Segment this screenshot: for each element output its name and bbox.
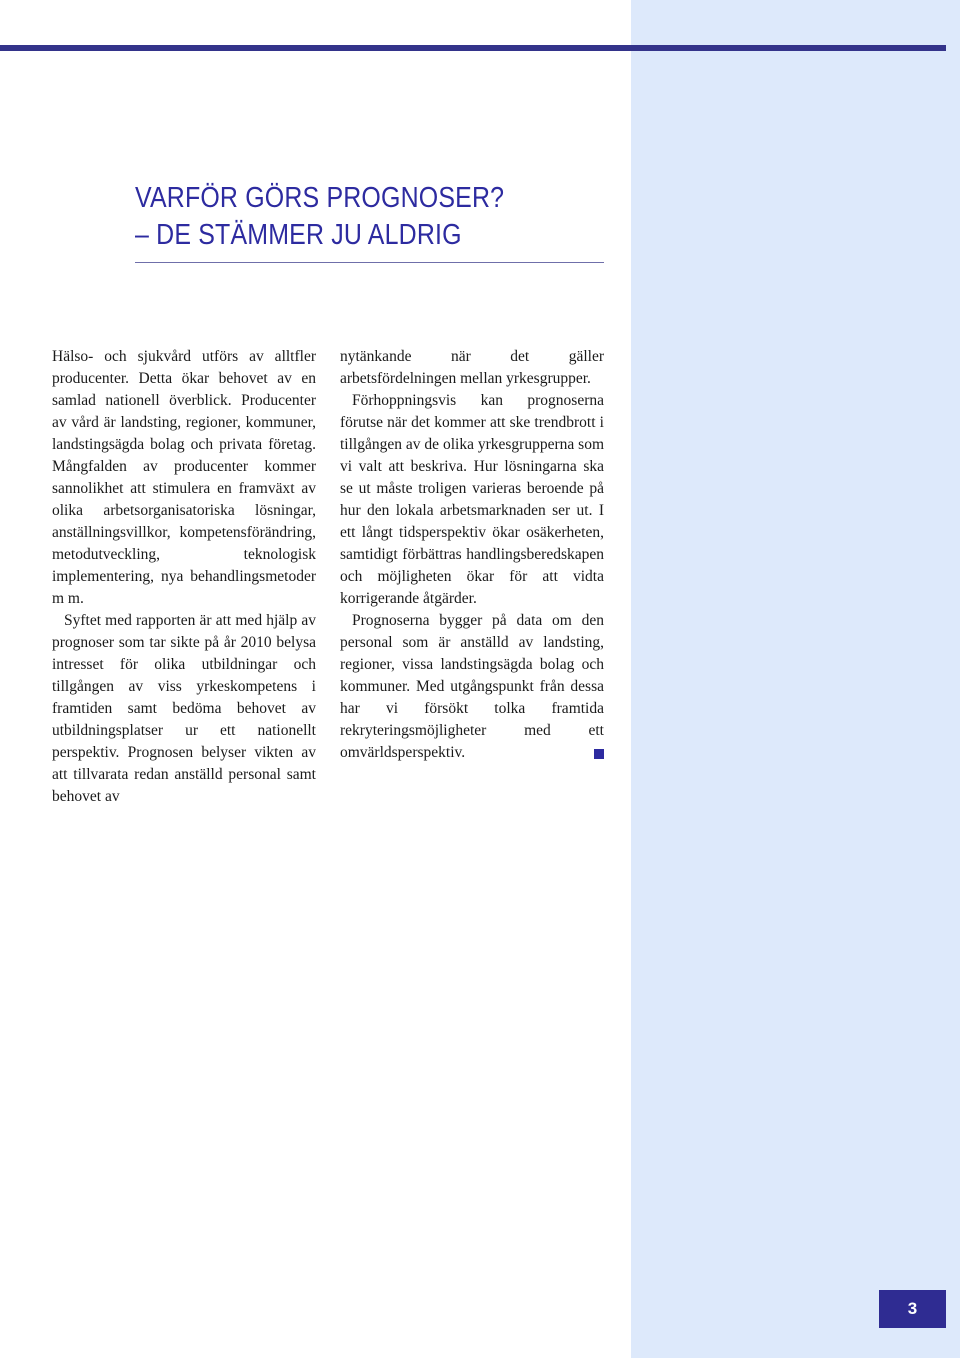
paragraph: Syftet med rapporten är att med hjälp av prognoser som tar sikte på år 2010 belysa intresset för olika utbildningar och tillgången av viss yrkeskompetens i framtiden samt bedöma behovet av utbildningsplatser ur ett nationellt perspektiv. Prognosen belyser vikten av att tillvarata redan anställd personal samt behovet av (52, 612, 316, 805)
text-column-right (340, 346, 604, 764)
title-line-1: VARFÖR GÖRS PROGNOSER? (135, 182, 505, 214)
page-number: 3 (907, 1299, 918, 1318)
page-number-badge (879, 1290, 946, 1328)
end-mark-icon (594, 749, 604, 759)
paragraph: Förhoppningsvis kan prognoserna förutse när det kommer att ske trendbrott i tillgången av de olika yrkesgrupperna som vi valt att beskriva. Hur lösningarna ska se ut måste troligen varieras beroende på hur den lokala arbetsmarknaden ser ut. I ett långt tidsperspektiv ökar osäkerheten, samtidigt förbättras handlingsberedskapen och möjligheten ökar för att vidta korrigerande åtgärder. (340, 392, 604, 607)
page-title (135, 180, 504, 254)
title-divider (135, 262, 604, 263)
paragraph: nytänkande när det gäller arbetsfördelningen mellan yrkesgrupper. (340, 348, 604, 387)
paragraph: Hälso- och sjukvård utförs av alltfler producenter. Detta ökar behovet av en samlad nationell överblick. Producenter av vård är landsting, regioner, kommuner, landstingsägda bolag och privata företag. Mångfalden av producenter kommer sannolikhet att stimulera en framväxt av olika arbetsorganisatoriska lösningar, anställningsvillkor, kompetensförändring, metodutveckling, teknologisk implementering, nya behandlingsmetoder m m. (52, 348, 316, 607)
title-line-2: – DE STÄMMER JU ALDRIG (135, 219, 462, 251)
text-column-left (52, 346, 316, 808)
paragraph-last (340, 610, 604, 764)
side-panel (631, 0, 960, 1358)
paragraph-text: Prognoserna bygger på data om den personal som är anställd av landsting, regioner, vissa landstingsägda bolag och kommuner. Med utgångspunkt från dessa har vi försökt tolka framtida rekryteringsmöjligheter med ett omvärldsperspektiv. (340, 612, 604, 761)
top-rule (0, 45, 946, 51)
